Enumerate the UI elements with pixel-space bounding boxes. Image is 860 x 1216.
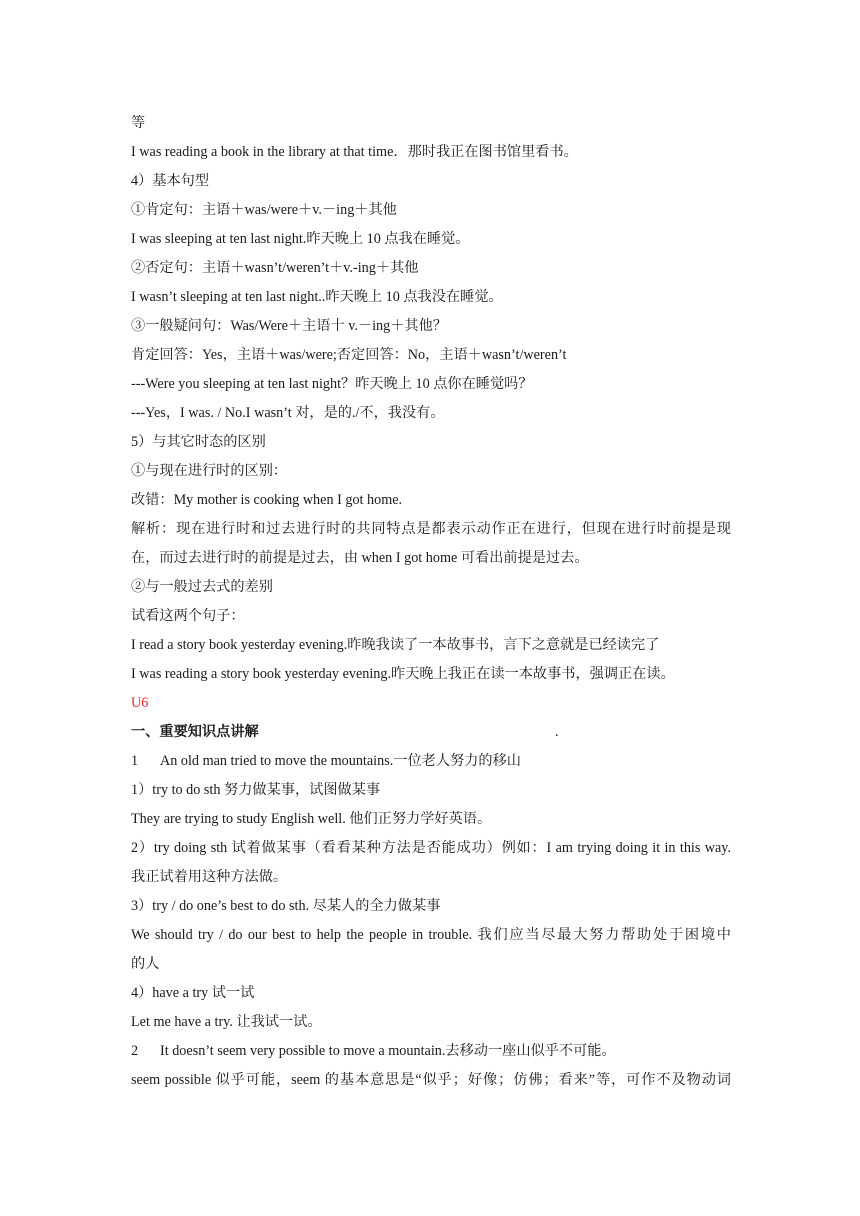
text-line: I wasn’t sleeping at ten last night..昨天晚上 10 点我没在睡觉。 [131,289,503,305]
text-line: 4）have a try 试一试 [131,985,255,1001]
text-line: 在，而过去进行时的前提是过去，由 when I got home 可看出前提是过去。 [131,550,589,566]
numbered-item-2 [131,1037,731,1066]
text-line-justified: 2）try doing sth 试着做某事（看看某种方法是否能成功）例如：I am trying doing it in this way. [131,840,731,856]
text-line-justified: seem possible 似乎可能，seem 的基本意思是“似乎；好像；仿佛；看来”等，可作不及物动词 [131,1072,731,1088]
text-line: ①肯定句：主语＋was/were＋v.－ing＋其他 [131,202,397,218]
numbered-item-1 [131,747,731,776]
item-number: 2 [131,1043,139,1059]
section-heading-row [131,718,731,747]
text-line: 等 [131,115,146,131]
text-line: 我正试着用这种方法做。 [131,869,288,885]
text-line: 5）与其它时态的区别 [131,434,266,450]
text-line: I was sleeping at ten last night.昨天晚上 10 点我在睡觉。 [131,231,470,247]
item-text: An old man tried to move the mountains.一位老人努力的移山 [160,753,521,769]
text-line: ②否定句：主语＋wasn’t/weren’t＋v.-ing＋其他 [131,260,419,276]
text-line-justified: We should try / do our best to help the people in trouble. 我们应当尽最大努力帮助处于困境中 [131,927,731,943]
text-line: 3）try / do one’s best to do sth. 尽某人的全力做某事 [131,898,441,914]
text-line: ---Were you sleeping at ten last night？昨天晚上 10 点你在睡觉吗？ [131,376,533,392]
document-page [131,109,731,1095]
text-line: 4）基本句型 [131,173,210,189]
text-line: They are trying to study English well. 他们正努力学好英语。 [131,811,492,827]
text-line: Let me have a try. 让我试一试。 [131,1014,322,1030]
text-line: ---Yes，I was. / No.I wasn’t 对，是的./不，我没有。 [131,405,445,421]
item-text: It doesn’t seem very possible to move a mountain.去移动一座山似乎不可能。 [160,1043,616,1059]
text-line: I read a story book yesterday evening.昨晚我读了一本故事书，言下之意就是已经读完了 [131,637,660,653]
text-line: 试看这两个句子： [131,608,245,624]
heading-trailing-dot: . [555,724,559,740]
text-line: I was reading a story book yesterday evening.昨天晚上我正在读一本故事书，强调正在读。 [131,666,675,682]
text-line: ③一般疑问句：Was/Were＋主语十 v.－ing＋其他？ [131,318,447,334]
text-line: I was reading a book in the library at that time．那时我正在图书馆里看书。 [131,144,578,160]
text-line: ①与现在进行时的区别： [131,463,288,479]
text-line: 的人 [131,956,160,972]
text-line-justified: 解析：现在进行时和过去进行时的共同特点是都表示动作正在进行，但现在进行时前提是现 [131,521,731,537]
unit-label: U6 [131,695,149,711]
text-line: 1）try to do sth 努力做某事，试图做某事 [131,782,381,798]
section-heading: 一、重要知识点讲解 [131,724,259,740]
text-line: 改错：My mother is cooking when I got home. [131,492,403,508]
item-number: 1 [131,753,139,769]
text-line: 肯定回答：Yes，主语＋was/were;否定回答：No，主语＋wasn’t/weren’t [131,347,567,363]
text-line: ②与一般过去式的差别 [131,579,273,595]
